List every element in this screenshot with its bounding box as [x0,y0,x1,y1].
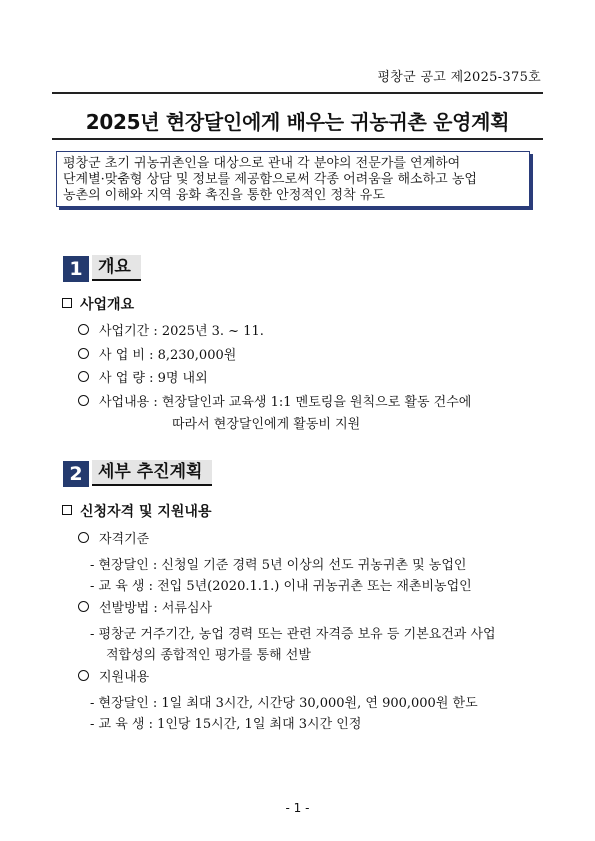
overview-item-text: 사업내용 : 현장달인과 교육생 1:1 멘토링을 원칙으로 활동 건수에 [99,395,472,410]
qualification-heading [78,528,149,547]
summary-line: 단계별·맞춤형 상담 및 정보를 제공함으로써 각종 어려움을 해소하고 농업 [63,172,477,187]
support-line: - 현장달인 : 1일 최대 3시간, 시간당 30,000원, 연 900,000원 한도 [90,696,478,711]
square-bullet-icon [62,298,72,308]
overview-item [78,391,471,410]
overview-item-text: 사 업 량 : 9명 내외 [99,371,208,386]
page-number: - 1 - [285,801,310,815]
overview-item-continuation: 따라서 현장달인에게 활동비 지원 [172,417,361,432]
title-bottom-rule [52,138,543,140]
qualification-line: - 현장달인 : 신청일 기준 경력 5년 이상의 선도 귀농귀촌 및 농업인 [90,558,467,573]
selection-line: 적합성의 종합적인 평가를 통해 선발 [106,648,311,663]
section-1-subheading-text: 사업개요 [80,297,135,313]
section-1-title: 개요 [92,255,141,281]
selection-heading [78,597,212,616]
circle-bullet-icon [78,324,89,335]
section-2-number: 2 [63,461,89,487]
summary-line: 평창군 초기 귀농귀촌인을 대상으로 관내 각 분야의 전문가를 연계하여 [63,156,461,171]
qualification-label: 자격기준 [99,532,150,547]
section-2-title: 세부 추진계획 [92,460,212,486]
qualification-line: - 교 육 생 : 전입 5년(2020.1.1.) 이내 귀농귀촌 또는 재촌비농업인 [90,579,472,594]
overview-item-text: 사 업 비 : 8,230,000원 [99,348,237,363]
overview-item [78,320,264,339]
overview-item [78,367,208,386]
section-1-subheading [62,294,134,314]
support-heading [78,666,149,685]
section-2-subheading [62,501,211,521]
support-line: - 교 육 생 : 1인당 15시간, 1일 최대 3시간 인정 [90,717,362,732]
circle-bullet-icon [78,532,89,543]
section-1-number: 1 [63,256,89,282]
selection-label: 선발방법 : 서류심사 [99,601,213,616]
support-label: 지원내용 [99,670,150,685]
circle-bullet-icon [78,348,89,359]
square-bullet-icon [62,505,72,515]
circle-bullet-icon [78,601,89,612]
section-2-subheading-text: 신청자격 및 지원내용 [80,504,212,520]
overview-item [78,344,236,363]
circle-bullet-icon [78,670,89,681]
summary-line: 농촌의 이해와 지역 융화 촉진을 통한 안정적인 정착 유도 [63,188,385,203]
selection-line: - 평창군 거주기간, 농업 경력 또는 관련 자격증 보유 등 기본요건과 사업 [90,627,496,642]
summary-box [56,151,530,207]
document-title: 2025년 현장달인에게 배우는 귀농귀촌 운영계획 [85,110,510,134]
notice-number: 평창군 공고 제2025-375호 [377,70,541,85]
circle-bullet-icon [78,371,89,382]
overview-item-text: 사업기간 : 2025년 3. ~ 11. [99,324,264,339]
title-top-rule [52,92,543,94]
circle-bullet-icon [78,395,89,406]
